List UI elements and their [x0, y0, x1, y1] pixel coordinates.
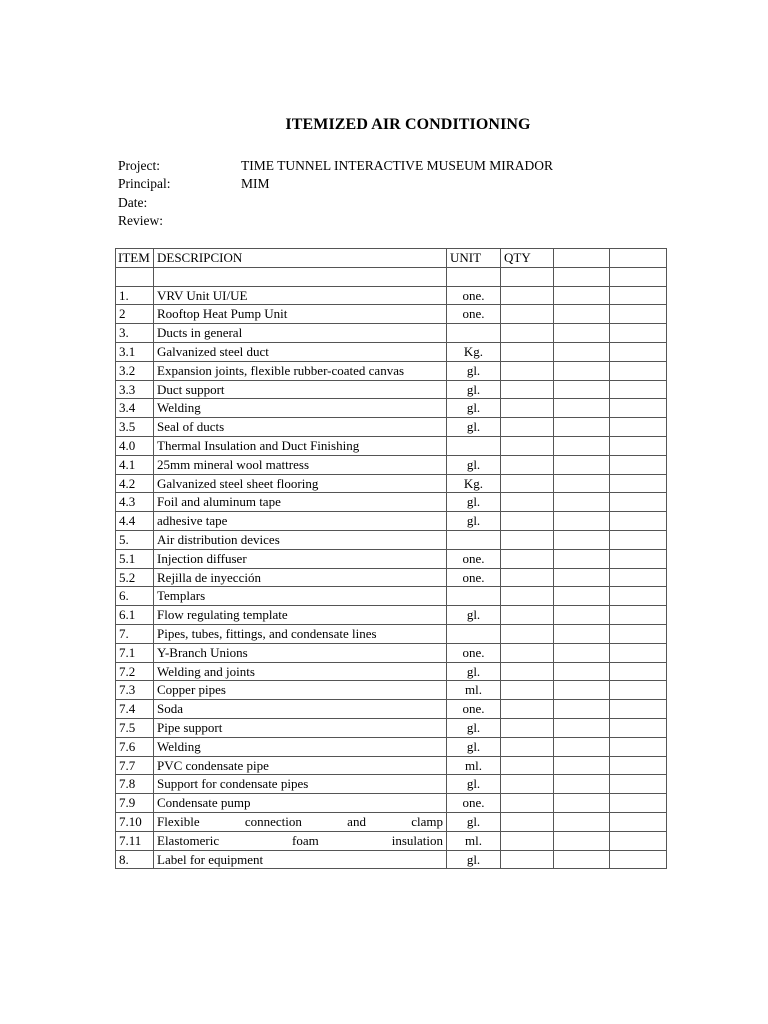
unit-cell: gl. [447, 493, 501, 512]
unit-cell: one. [447, 549, 501, 568]
empty-cell [610, 568, 667, 587]
description-cell: Rejilla de inyección [154, 568, 447, 587]
empty-cell [610, 267, 667, 286]
item-number-cell: 7.4 [116, 700, 154, 719]
empty-cell [554, 361, 610, 380]
empty-cell [554, 436, 610, 455]
item-number-cell: 3.5 [116, 418, 154, 437]
table-row [116, 794, 667, 813]
unit-cell: one. [447, 286, 501, 305]
unit-cell [447, 624, 501, 643]
empty-cell [610, 812, 667, 831]
header-item: ITEM [116, 249, 154, 268]
empty-cell [554, 549, 610, 568]
description-cell: Rooftop Heat Pump Unit [154, 305, 447, 324]
description-cell: Foil and aluminum tape [154, 493, 447, 512]
unit-cell: gl. [447, 662, 501, 681]
empty-cell [554, 718, 610, 737]
unit-cell: gl. [447, 418, 501, 437]
empty-cell [554, 775, 610, 794]
item-number-cell: 5. [116, 530, 154, 549]
description-cell: Condensate pump [154, 794, 447, 813]
description-cell: Pipe support [154, 718, 447, 737]
empty-cell [610, 455, 667, 474]
table-row [116, 512, 667, 531]
unit-cell: Kg. [447, 474, 501, 493]
description-cell: Ducts in general [154, 324, 447, 343]
qty-cell [501, 286, 554, 305]
table-row [116, 718, 667, 737]
item-number-cell: 7.7 [116, 756, 154, 775]
empty-cell [554, 286, 610, 305]
unit-cell: gl. [447, 812, 501, 831]
unit-cell: ml. [447, 681, 501, 700]
itemized-table [115, 248, 667, 869]
qty-cell [501, 643, 554, 662]
item-number-cell: 2 [116, 305, 154, 324]
empty-cell [554, 624, 610, 643]
principal-row [118, 175, 553, 193]
table-row [116, 305, 667, 324]
table-row [116, 587, 667, 606]
qty-cell [501, 399, 554, 418]
unit-cell: gl. [447, 399, 501, 418]
item-number-cell: 7.3 [116, 681, 154, 700]
empty-cell [554, 606, 610, 625]
empty-cell [610, 850, 667, 869]
qty-cell [501, 737, 554, 756]
table-row [116, 643, 667, 662]
empty-cell [554, 794, 610, 813]
unit-cell: gl. [447, 361, 501, 380]
description-cell: Expansion joints, flexible rubber-coated canvas [154, 361, 447, 380]
empty-cell [610, 286, 667, 305]
empty-cell [554, 493, 610, 512]
empty-cell [610, 324, 667, 343]
empty-cell [610, 474, 667, 493]
unit-cell [447, 530, 501, 549]
table-row [116, 831, 667, 850]
unit-cell: gl. [447, 737, 501, 756]
qty-cell [501, 324, 554, 343]
qty-cell [501, 624, 554, 643]
empty-cell [610, 399, 667, 418]
description-cell: Label for equipment [154, 850, 447, 869]
item-number-cell: 3.3 [116, 380, 154, 399]
table-row [116, 399, 667, 418]
table-row [116, 455, 667, 474]
unit-cell: gl. [447, 775, 501, 794]
qty-cell [501, 756, 554, 775]
item-number-cell: 4.2 [116, 474, 154, 493]
empty-cell [610, 718, 667, 737]
description-cell: Duct support [154, 380, 447, 399]
item-number-cell: 4.1 [116, 455, 154, 474]
qty-cell [501, 700, 554, 719]
document-title: ITEMIZED AIR CONDITIONING [285, 116, 531, 133]
project-info [118, 157, 553, 230]
item-number-cell: 6.1 [116, 606, 154, 625]
principal-value: MIM [241, 176, 270, 192]
qty-cell [501, 568, 554, 587]
item-number-cell: 3.4 [116, 399, 154, 418]
table-row [116, 756, 667, 775]
table-row [116, 681, 667, 700]
qty-cell [501, 812, 554, 831]
empty-cell [554, 267, 610, 286]
table-row [116, 286, 667, 305]
unit-cell: gl. [447, 718, 501, 737]
table-row [116, 418, 667, 437]
principal-label: Principal: [118, 176, 171, 192]
description-cell: Galvanized steel duct [154, 342, 447, 361]
description-cell: Welding and joints [154, 662, 447, 681]
empty-cell [554, 568, 610, 587]
table-row [116, 549, 667, 568]
table-row [116, 436, 667, 455]
unit-cell: one. [447, 700, 501, 719]
empty-cell [554, 756, 610, 775]
item-number-cell: 3.2 [116, 361, 154, 380]
empty-cell [610, 775, 667, 794]
item-number-cell: 8. [116, 850, 154, 869]
unit-cell [447, 436, 501, 455]
header-description: DESCRIPCION [154, 249, 447, 268]
empty-cell [610, 756, 667, 775]
empty-cell [554, 737, 610, 756]
description-cell: Elastomeric foam insulation [154, 831, 447, 850]
table-row [116, 812, 667, 831]
unit-cell: gl. [447, 455, 501, 474]
empty-cell [610, 436, 667, 455]
table-row [116, 568, 667, 587]
qty-cell [501, 267, 554, 286]
qty-cell [501, 775, 554, 794]
qty-cell [501, 831, 554, 850]
description-cell: 25mm mineral wool mattress [154, 455, 447, 474]
unit-cell: one. [447, 794, 501, 813]
unit-cell [447, 267, 501, 286]
description-cell: Injection diffuser [154, 549, 447, 568]
empty-cell [554, 587, 610, 606]
review-label: Review: [118, 212, 163, 228]
qty-cell [501, 794, 554, 813]
table-row [116, 267, 667, 286]
item-number-cell: 3.1 [116, 342, 154, 361]
empty-cell [610, 549, 667, 568]
item-number-cell: 7. [116, 624, 154, 643]
project-value: TIME TUNNEL INTERACTIVE MUSEUM MIRADOR [241, 158, 553, 173]
project-row [118, 157, 553, 175]
unit-cell: ml. [447, 831, 501, 850]
description-cell: Seal of ducts [154, 418, 447, 437]
unit-cell: one. [447, 305, 501, 324]
unit-cell: gl. [447, 606, 501, 625]
qty-cell [501, 662, 554, 681]
header-empty-1 [554, 249, 610, 268]
table-row [116, 662, 667, 681]
table-row [116, 530, 667, 549]
unit-cell [447, 587, 501, 606]
item-number-cell: 7.6 [116, 737, 154, 756]
qty-cell [501, 681, 554, 700]
qty-cell [501, 587, 554, 606]
unit-cell: gl. [447, 380, 501, 399]
unit-cell: gl. [447, 850, 501, 869]
unit-cell: one. [447, 643, 501, 662]
unit-cell: one. [447, 568, 501, 587]
description-cell: Thermal Insulation and Duct Finishing [154, 436, 447, 455]
empty-cell [554, 643, 610, 662]
qty-cell [501, 380, 554, 399]
empty-cell [554, 474, 610, 493]
description-cell: Air distribution devices [154, 530, 447, 549]
table-body [116, 267, 667, 869]
description-cell: Y-Branch Unions [154, 643, 447, 662]
qty-cell [501, 418, 554, 437]
empty-cell [554, 305, 610, 324]
table-row [116, 850, 667, 869]
item-number-cell: 1. [116, 286, 154, 305]
qty-cell [501, 493, 554, 512]
table-row [116, 474, 667, 493]
empty-cell [610, 681, 667, 700]
item-number-cell: 3. [116, 324, 154, 343]
item-number-cell: 7.11 [116, 831, 154, 850]
description-cell: Flexible connection and clamp [154, 812, 447, 831]
empty-cell [610, 643, 667, 662]
qty-cell [501, 606, 554, 625]
empty-cell [554, 455, 610, 474]
empty-cell [610, 606, 667, 625]
table-row [116, 361, 667, 380]
empty-cell [554, 380, 610, 399]
item-number-cell: 4.0 [116, 436, 154, 455]
qty-cell [501, 530, 554, 549]
description-cell: VRV Unit UI/UE [154, 286, 447, 305]
qty-cell [501, 361, 554, 380]
table-row [116, 342, 667, 361]
empty-cell [554, 850, 610, 869]
empty-cell [610, 662, 667, 681]
description-cell: Templars [154, 587, 447, 606]
empty-cell [610, 380, 667, 399]
description-cell: adhesive tape [154, 512, 447, 531]
empty-cell [554, 512, 610, 531]
empty-cell [554, 399, 610, 418]
empty-cell [554, 418, 610, 437]
description-cell: Welding [154, 737, 447, 756]
table-row [116, 737, 667, 756]
item-number-cell: 7.2 [116, 662, 154, 681]
description-cell: Welding [154, 399, 447, 418]
header-qty: QTY [501, 249, 554, 268]
table-header-row [116, 249, 667, 268]
item-number-cell: 5.1 [116, 549, 154, 568]
header-empty-2 [610, 249, 667, 268]
empty-cell [610, 530, 667, 549]
empty-cell [610, 305, 667, 324]
unit-cell [447, 324, 501, 343]
empty-cell [610, 587, 667, 606]
item-number-cell: 4.3 [116, 493, 154, 512]
empty-cell [610, 493, 667, 512]
item-number-cell: 6. [116, 587, 154, 606]
qty-cell [501, 549, 554, 568]
empty-cell [610, 418, 667, 437]
header-unit: UNIT [447, 249, 501, 268]
description-cell: Support for condensate pipes [154, 775, 447, 794]
qty-cell [501, 455, 554, 474]
qty-cell [501, 718, 554, 737]
description-cell: Flow regulating template [154, 606, 447, 625]
empty-cell [554, 662, 610, 681]
empty-cell [610, 342, 667, 361]
qty-cell [501, 436, 554, 455]
item-number-cell [116, 267, 154, 286]
qty-cell [501, 474, 554, 493]
date-row [118, 194, 553, 212]
review-row [118, 212, 553, 230]
item-number-cell: 7.8 [116, 775, 154, 794]
description-cell: Soda [154, 700, 447, 719]
empty-cell [610, 831, 667, 850]
description-cell: Galvanized steel sheet flooring [154, 474, 447, 493]
description-cell: Pipes, tubes, fittings, and condensate lines [154, 624, 447, 643]
project-label: Project: [118, 158, 160, 173]
empty-cell [554, 342, 610, 361]
empty-cell [554, 324, 610, 343]
empty-cell [610, 737, 667, 756]
qty-cell [501, 342, 554, 361]
item-number-cell: 7.1 [116, 643, 154, 662]
qty-cell [501, 305, 554, 324]
table-row [116, 775, 667, 794]
qty-cell [501, 512, 554, 531]
empty-cell [610, 700, 667, 719]
unit-cell: Kg. [447, 342, 501, 361]
empty-cell [610, 361, 667, 380]
unit-cell: ml. [447, 756, 501, 775]
table-row [116, 493, 667, 512]
qty-cell [501, 850, 554, 869]
item-number-cell: 7.9 [116, 794, 154, 813]
empty-cell [610, 794, 667, 813]
table-row [116, 380, 667, 399]
item-number-cell: 7.10 [116, 812, 154, 831]
table-row [116, 606, 667, 625]
table-row [116, 700, 667, 719]
item-number-cell: 4.4 [116, 512, 154, 531]
description-cell: Copper pipes [154, 681, 447, 700]
empty-cell [554, 681, 610, 700]
empty-cell [610, 624, 667, 643]
unit-cell: gl. [447, 512, 501, 531]
description-cell: PVC condensate pipe [154, 756, 447, 775]
empty-cell [554, 831, 610, 850]
table-row [116, 324, 667, 343]
item-number-cell: 5.2 [116, 568, 154, 587]
table-row [116, 624, 667, 643]
empty-cell [554, 700, 610, 719]
description-cell [154, 267, 447, 286]
empty-cell [554, 812, 610, 831]
empty-cell [610, 512, 667, 531]
date-label: Date: [118, 194, 148, 210]
item-number-cell: 7.5 [116, 718, 154, 737]
empty-cell [554, 530, 610, 549]
